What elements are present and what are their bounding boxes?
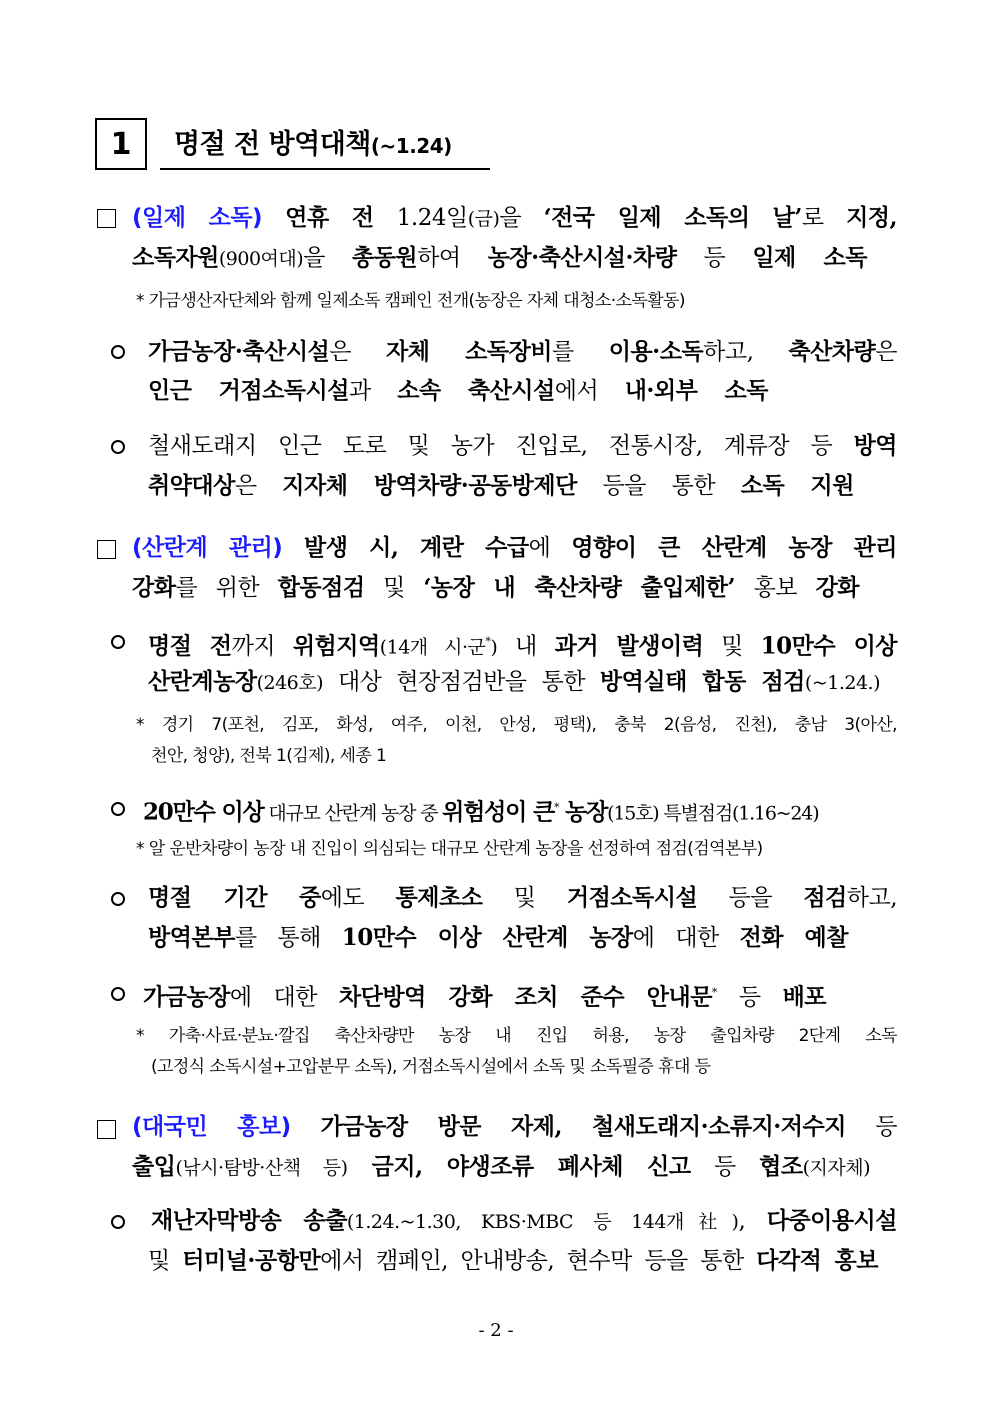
checkbox-square-icon	[97, 209, 116, 228]
item2-sub1-line1: 명절 전까지 위험지역(14개 시·군*) 내 과거 발생이력 및 10만수 이상	[148, 632, 898, 660]
item1-sub2-line1: 철새도래지 인근 도로 및 농가 진입로, 전통시장, 계류장 등 방역	[148, 432, 897, 459]
item2-sub1-note1: * 경기 7(포천, 김포, 화성, 여주, 이천, 안성, 평택), 충북 2(음성, 진천), 충남 3(아산,	[136, 715, 897, 735]
item1-sub1-line2: 인근 거점소독시설과 소속 축산시설에서 내·외부 소독	[148, 377, 768, 404]
item2-sub4-note1: * 가축·사료·분뇨·깔집 축산차량만 농장 내 진입 허용, 농장 출입차량 2단계 소독	[136, 1026, 897, 1046]
item1-line2: 소독자원(900여대)을 총동원하여 농장·축산시설·차량 등 일제 소독	[132, 244, 867, 271]
item2-sub3-line1: 명절 기간 중에도 통제초소 및 거점소독시설 등을 점검하고,	[148, 884, 898, 911]
item1-note: * 가금생산자단체와 함께 일제소독 캠페인 전개(농장은 자체 대청소·소독활동)	[136, 291, 685, 311]
bullet-circle-icon	[111, 635, 125, 649]
item1-line1: (일제 소독) 연휴 전 1.24일(금)을 ‘전국 일제 소독의 날’로 지정,	[132, 204, 898, 231]
item1-sub2-line2: 취약대상은 지자체 방역차량·공동방제단 등을 통한 소독 지원	[148, 472, 854, 499]
bullet-circle-icon	[111, 440, 125, 454]
item3-sub1-line2: 및 터미널·공항만에서 캠페인, 안내방송, 현수막 등을 통한 다각적 홍보	[148, 1247, 878, 1274]
item2-sub3-line2: 방역본부를 통해 10만수 이상 산란계 농장에 대한 전화 예찰	[148, 924, 848, 951]
bullet-circle-icon	[111, 892, 125, 906]
section-number-box	[95, 118, 147, 170]
item2-sub4-line1: 가금농장에 대한 차단방역 강화 조치 준수 안내문* 등 배포	[143, 983, 826, 1011]
checkbox-square-icon	[97, 1120, 116, 1139]
item3-line2: 출입(낚시·탐방·산책 등) 금지, 야생조류 폐사체 신고 등 협조(지자체)	[132, 1153, 870, 1180]
item3-sub1-line1: 재난자막방송 송출(1.24.~1.30, KBS·MBC 등 144개社), 다중이용시설	[151, 1207, 897, 1234]
item2-line2: 강화를 위한 합동점검 및 ‘농장 내 축산차량 출입제한’ 홍보 강화	[132, 574, 859, 601]
bullet-circle-icon	[111, 802, 125, 816]
checkbox-square-icon	[97, 540, 116, 559]
bullet-circle-icon	[111, 987, 125, 1001]
bullet-circle-icon	[111, 1215, 125, 1229]
item2-sub1-note2: 천안, 청양), 전북 1(김제), 세종 1	[151, 746, 387, 766]
item2-sub4-note2: (고정식 소독시설+고압분무 소독), 거점소독시설에서 소독 및 소독필증 휴대 등	[151, 1057, 711, 1077]
section-number: 1	[110, 126, 132, 162]
item1-sub1-line1: 가금농장·축산시설은 자체 소독장비를 이용·소독하고, 축산차량은	[148, 338, 897, 365]
page-number: - 2 -	[478, 1320, 514, 1341]
item3-line1: (대국민 홍보) 가금농장 방문 자제, 철새도래지·소류지·저수지 등	[132, 1113, 898, 1140]
item2-sub2-line1: 20만수 이상 대규모 산란계 농장 중 위험성이 큰* 농장(15호) 특별점검(1.16~24)	[143, 798, 819, 826]
item2-line1: (산란계 관리) 발생 시, 계란 수급에 영향이 큰 산란계 농장 관리	[132, 534, 897, 561]
item2-sub2-note: * 알 운반차량이 농장 내 진입이 의심되는 대규모 산란계 농장을 선정하여 점검(검역본부)	[136, 839, 763, 859]
item2-sub1-line2: 산란계농장(246호) 대상 현장점검반을 통한 방역실태 합동 점검(~1.24.)	[148, 668, 880, 695]
section-title: 명절 전 방역대책(~1.24)	[160, 124, 490, 170]
bullet-circle-icon	[111, 345, 125, 359]
